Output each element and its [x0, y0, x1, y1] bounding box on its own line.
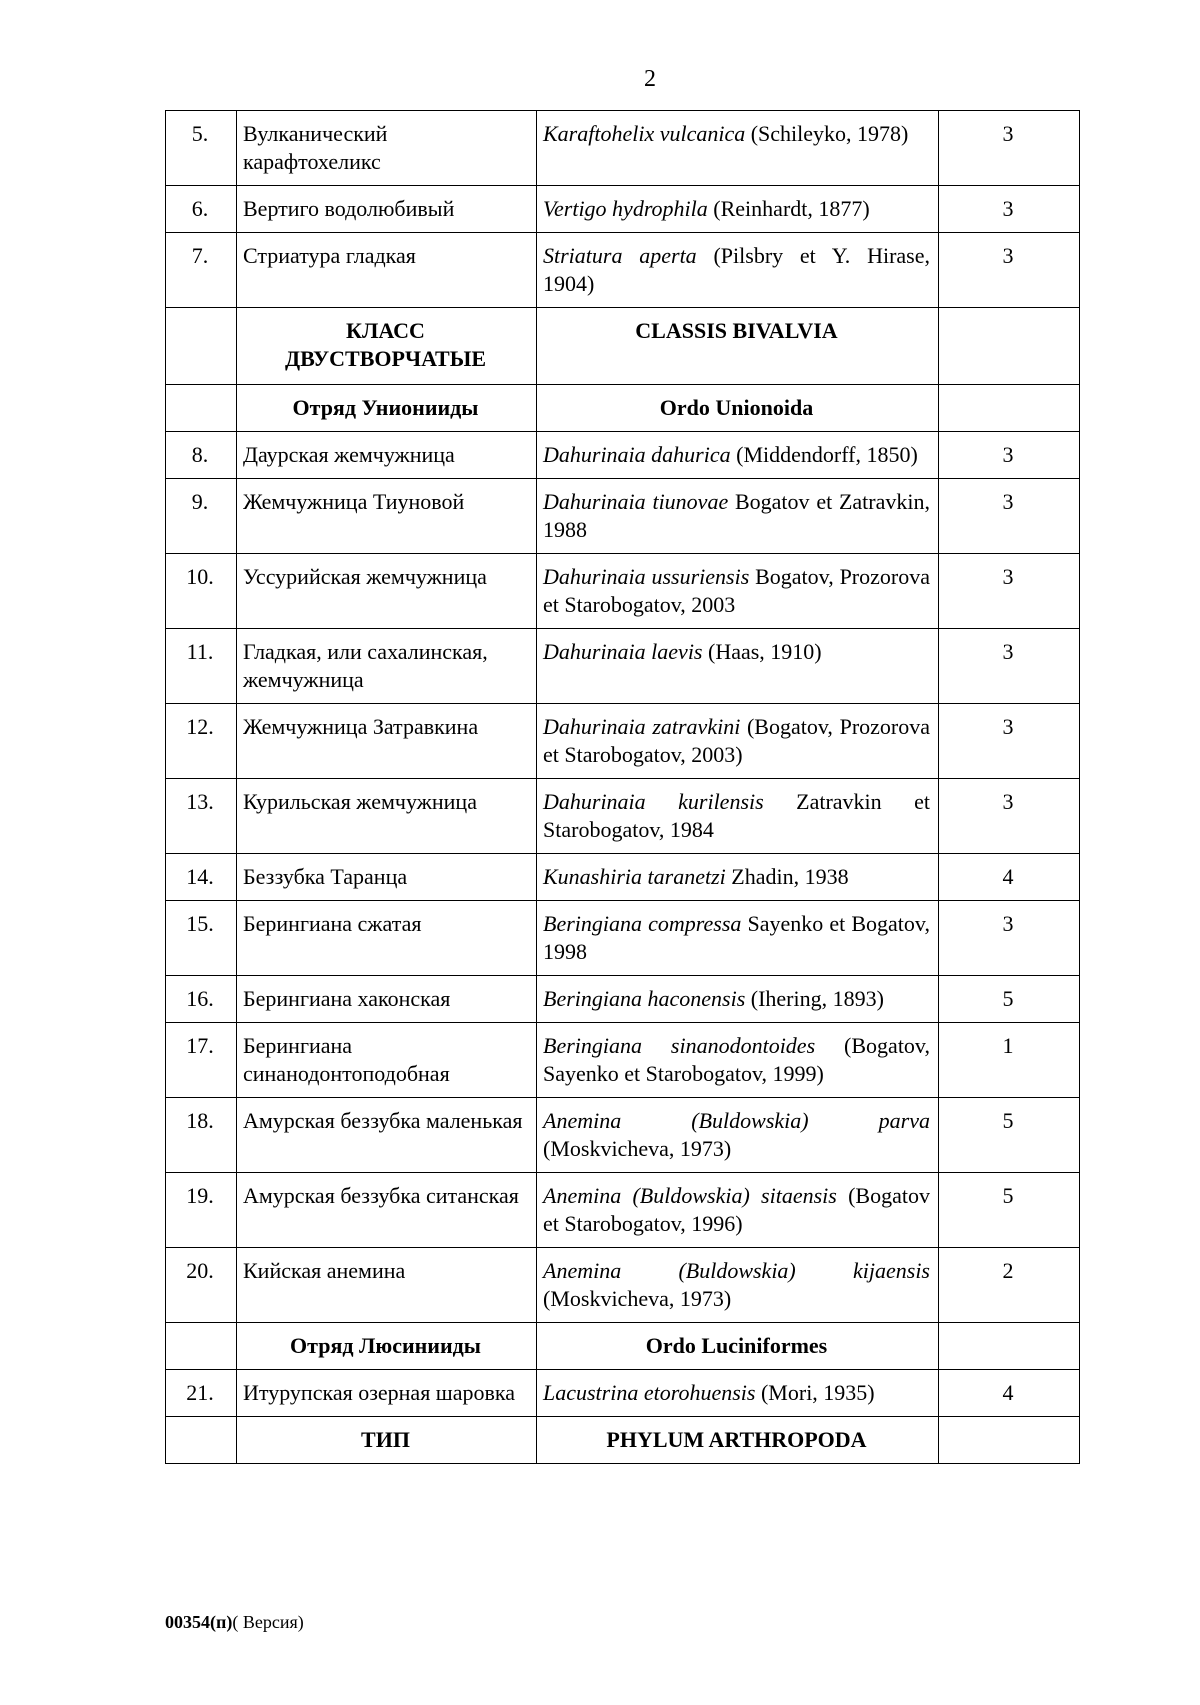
species-latin-binomial: Beringiana compressa: [543, 911, 742, 936]
species-latin-binomial: Dahurinaia dahurica: [543, 442, 731, 467]
species-latin-binomial: Striatura aperta: [543, 243, 697, 268]
document-code: [165, 1612, 304, 1633]
species-number: 6.: [166, 186, 237, 233]
heading-num-cell: [166, 308, 237, 385]
species-name-lat: [537, 479, 939, 554]
heading-lat: Ordo Unionoida: [537, 385, 939, 432]
species-table-body: [166, 111, 1080, 1464]
rarity-category: 1: [939, 1023, 1080, 1098]
document-code-number: 00354(п): [165, 1612, 233, 1632]
species-name-lat: [537, 111, 939, 186]
species-author: (Bogatov, Sayenko et Starobogatov, 1999): [543, 1033, 931, 1086]
rarity-category: 3: [939, 901, 1080, 976]
species-latin-binomial: Beringiana haconensis: [543, 986, 746, 1011]
rarity-category: 4: [939, 854, 1080, 901]
species-name-ru: Амурская беззубка маленькая: [237, 1098, 537, 1173]
species-row: [166, 554, 1080, 629]
species-number: 5.: [166, 111, 237, 186]
species-author: Sayenko et Bogatov, 1998: [543, 911, 930, 964]
section-heading-row: [166, 385, 1080, 432]
species-number: 19.: [166, 1173, 237, 1248]
species-name-lat: [537, 629, 939, 704]
species-row: [166, 1023, 1080, 1098]
section-heading-row: [166, 1417, 1080, 1464]
species-name-ru: Беззубка Таранца: [237, 854, 537, 901]
rarity-category: 3: [939, 629, 1080, 704]
species-name-lat: [537, 1173, 939, 1248]
species-number: 13.: [166, 779, 237, 854]
species-latin-binomial: Dahurinaia laevis: [543, 639, 703, 664]
species-latin-binomial: Dahurinaia tiunovae: [543, 489, 729, 514]
species-name-lat: [537, 432, 939, 479]
species-author: (Bogatov, Prozorova et Starobogatov, 2003): [543, 714, 930, 767]
species-author: (Middendorff, 1850): [730, 442, 918, 467]
species-name-ru: Берингиана хаконская: [237, 976, 537, 1023]
species-name-ru: Вулканический карафтохеликс: [237, 111, 537, 186]
heading-ru: КЛАСС ДВУСТВОРЧАТЫЕ: [237, 308, 537, 385]
species-latin-binomial: Karaftohelix vulcanica: [543, 121, 746, 146]
rarity-category: 3: [939, 779, 1080, 854]
species-row: [166, 233, 1080, 308]
species-latin-binomial: Anemina (Buldowskia) sitaensis: [543, 1183, 837, 1208]
species-number: 11.: [166, 629, 237, 704]
species-author: Bogatov et Zatravkin, 1988: [543, 489, 930, 542]
species-author: (Haas, 1910): [702, 639, 822, 664]
species-latin-binomial: Dahurinaia kurilensis: [543, 789, 764, 814]
species-row: [166, 1098, 1080, 1173]
rarity-category: 5: [939, 976, 1080, 1023]
species-author: Zhadin, 1938: [725, 864, 849, 889]
species-name-lat: [537, 1370, 939, 1417]
species-latin-binomial: Dahurinaia ussuriensis: [543, 564, 750, 589]
species-number: 21.: [166, 1370, 237, 1417]
species-row: [166, 479, 1080, 554]
species-author: (Ihering, 1893): [745, 986, 884, 1011]
rarity-category: 3: [939, 111, 1080, 186]
species-row: [166, 901, 1080, 976]
species-author: (Moskvicheva, 1973): [543, 1136, 732, 1161]
species-number: 14.: [166, 854, 237, 901]
species-row: [166, 111, 1080, 186]
rarity-category: 3: [939, 479, 1080, 554]
rarity-category: 3: [939, 704, 1080, 779]
species-author: (Reinhardt, 1877): [707, 196, 870, 221]
document-version: ( Версия): [232, 1612, 304, 1632]
species-name-ru: Курильская жемчужница: [237, 779, 537, 854]
species-row: [166, 1370, 1080, 1417]
species-latin-binomial: Anemina (Buldowskia) kijaensis: [543, 1258, 930, 1283]
heading-num-cell: [166, 1417, 237, 1464]
species-author: (Moskvicheva, 1973): [543, 1286, 732, 1311]
heading-ru: ТИП: [237, 1417, 537, 1464]
species-number: 7.: [166, 233, 237, 308]
rarity-category: 3: [939, 186, 1080, 233]
species-name-lat: [537, 976, 939, 1023]
heading-num-cell: [166, 385, 237, 432]
species-row: [166, 186, 1080, 233]
species-name-lat: [537, 854, 939, 901]
species-name-ru: Уссурийская жемчужница: [237, 554, 537, 629]
species-name-lat: [537, 554, 939, 629]
species-name-lat: [537, 704, 939, 779]
rarity-category: 5: [939, 1173, 1080, 1248]
species-name-ru: Жемчужница Затравкина: [237, 704, 537, 779]
species-row: [166, 629, 1080, 704]
species-number: 17.: [166, 1023, 237, 1098]
heading-cat-cell: [939, 385, 1080, 432]
species-row: [166, 1173, 1080, 1248]
species-name-ru: Амурская беззубка ситанская: [237, 1173, 537, 1248]
species-table: [165, 110, 1080, 1464]
species-name-ru: Вертиго водолюбивый: [237, 186, 537, 233]
species-name-lat: [537, 1098, 939, 1173]
species-name-lat: [537, 1023, 939, 1098]
species-latin-binomial: Kunashiria taranetzi: [543, 864, 726, 889]
species-name-lat: [537, 186, 939, 233]
species-name-ru: Жемчужница Тиуновой: [237, 479, 537, 554]
species-name-lat: [537, 901, 939, 976]
heading-ru: Отряд Люсинииды: [237, 1323, 537, 1370]
rarity-category: 3: [939, 233, 1080, 308]
species-row: [166, 779, 1080, 854]
species-number: 10.: [166, 554, 237, 629]
species-number: 18.: [166, 1098, 237, 1173]
species-author: (Mori, 1935): [755, 1380, 875, 1405]
species-name-ru: Стриатура гладкая: [237, 233, 537, 308]
rarity-category: 3: [939, 432, 1080, 479]
species-name-ru: Гладкая, или сахалинская, жемчужница: [237, 629, 537, 704]
species-name-lat: [537, 1248, 939, 1323]
page-number: 2: [644, 66, 656, 92]
rarity-category: 3: [939, 554, 1080, 629]
species-number: 8.: [166, 432, 237, 479]
species-latin-binomial: Lacustrina etorohuensis: [543, 1380, 756, 1405]
species-row: [166, 1248, 1080, 1323]
heading-cat-cell: [939, 1417, 1080, 1464]
heading-ru: Отряд Унионииды: [237, 385, 537, 432]
species-name-ru: Берингиана сжатая: [237, 901, 537, 976]
species-name-lat: [537, 233, 939, 308]
species-row: [166, 854, 1080, 901]
species-name-lat: [537, 779, 939, 854]
heading-lat: Ordo Luciniformes: [537, 1323, 939, 1370]
species-number: 16.: [166, 976, 237, 1023]
heading-lat: CLASSIS BIVALVIA: [537, 308, 939, 385]
species-number: 12.: [166, 704, 237, 779]
rarity-category: 5: [939, 1098, 1080, 1173]
rarity-category: 4: [939, 1370, 1080, 1417]
heading-cat-cell: [939, 1323, 1080, 1370]
species-author: (Schileyko, 1978): [745, 121, 909, 146]
species-latin-binomial: Dahurinaia zatravkini: [543, 714, 741, 739]
species-row: [166, 976, 1080, 1023]
section-heading-row: [166, 308, 1080, 385]
species-latin-binomial: Anemina (Buldowskia) parva: [543, 1108, 930, 1133]
species-row: [166, 704, 1080, 779]
species-name-ru: Берингиана синанодонтоподобная: [237, 1023, 537, 1098]
heading-lat: PHYLUM ARTHROPODA: [537, 1417, 939, 1464]
heading-cat-cell: [939, 308, 1080, 385]
species-name-ru: Кийская анемина: [237, 1248, 537, 1323]
species-latin-binomial: Vertigo hydrophila: [543, 196, 708, 221]
species-number: 9.: [166, 479, 237, 554]
species-name-ru: Итурупская озерная шаровка: [237, 1370, 537, 1417]
species-author: (Bogatov et Starobogatov, 1996): [543, 1183, 930, 1236]
section-heading-row: [166, 1323, 1080, 1370]
species-number: 20.: [166, 1248, 237, 1323]
species-author: (Pilsbry et Y. Hirase, 1904): [543, 243, 931, 296]
species-number: 15.: [166, 901, 237, 976]
heading-num-cell: [166, 1323, 237, 1370]
species-author: Bogatov, Prozorova et Starobogatov, 2003: [543, 564, 930, 617]
species-name-ru: Даурская жемчужница: [237, 432, 537, 479]
rarity-category: 2: [939, 1248, 1080, 1323]
species-latin-binomial: Beringiana sinanodontoides: [543, 1033, 816, 1058]
species-author: Zatravkin et Starobogatov, 1984: [543, 789, 930, 842]
species-row: [166, 432, 1080, 479]
